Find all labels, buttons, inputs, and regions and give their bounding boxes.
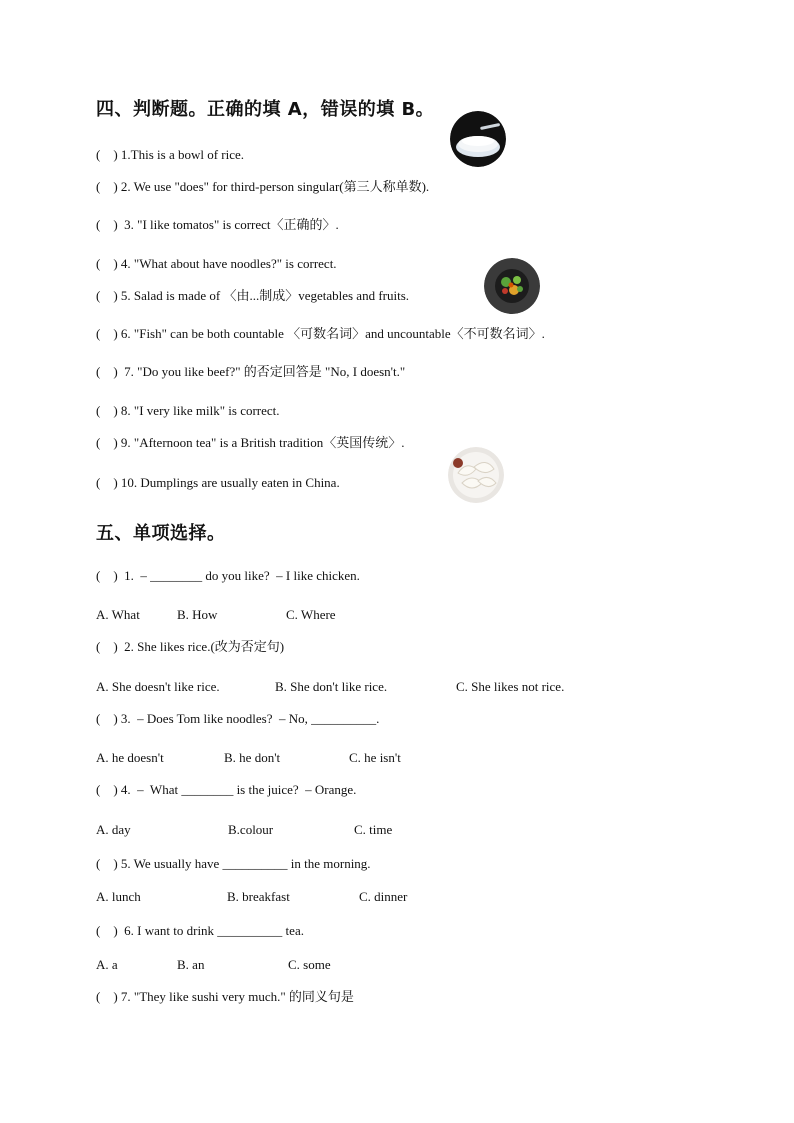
mc-1-option-c: C. Where	[286, 607, 336, 622]
mc-question-2: ( ) 2. She likes rice.(改为否定句)	[96, 639, 285, 654]
tf-item-6: ( ) 6. "Fish" can be both countable 〈可数名词〉and uncountable〈不可数名词〉.	[96, 326, 545, 341]
mc-question-1: ( ) 1. – ________ do you like? – I like chicken.	[96, 568, 360, 583]
salad-photo	[484, 258, 540, 314]
mc-question-7: ( ) 7. "They like sushi very much." 的同义句是	[96, 989, 354, 1004]
section-5-heading: 五、单项选择。	[96, 523, 226, 544]
mc-4-option-b: B.colour	[228, 822, 274, 837]
mc-2-option-b: B. She don't like rice.	[275, 679, 388, 694]
mc-4-option-c: C. time	[354, 822, 393, 837]
tf-item-4: ( ) 4. "What about have noodles?" is correct.	[96, 256, 337, 271]
mc-question-3: ( ) 3. – Does Tom like noodles? – No, __________.	[96, 711, 380, 726]
section-4-heading: 四、判断题。正确的填 A，错误的填 B。	[96, 99, 435, 120]
mc-6-option-c: C. some	[288, 957, 331, 972]
mc-5-option-a: A. lunch	[96, 889, 141, 904]
mc-3-option-b: B. he don't	[224, 750, 281, 765]
mc-2-option-c: C. She likes not rice.	[456, 679, 565, 694]
mc-1-option-a: A. What	[96, 607, 140, 622]
mc-1-option-b: B. How	[177, 607, 218, 622]
tf-item-9: ( ) 9. "Afternoon tea" is a British tradition〈英国传统〉.	[96, 435, 405, 450]
mc-5-option-c: C. dinner	[359, 889, 408, 904]
tf-item-10: ( ) 10. Dumplings are usually eaten in China.	[96, 475, 340, 490]
mc-5-option-b: B. breakfast	[227, 889, 290, 904]
mc-question-5: ( ) 5. We usually have __________ in the morning.	[96, 856, 371, 871]
tf-item-5: ( ) 5. Salad is made of 〈由...制成〉vegetables and fruits.	[96, 288, 410, 303]
mc-4-option-a: A. day	[96, 822, 131, 837]
tf-item-1: ( ) 1.This is a bowl of rice.	[96, 147, 245, 162]
tf-item-3: ( ) 3. "I like tomatos" is correct〈正确的〉.	[96, 217, 339, 232]
mc-6-option-b: B. an	[177, 957, 205, 972]
mc-question-4: ( ) 4. – What ________ is the juice? – Orange.	[96, 782, 357, 797]
tf-item-8: ( ) 8. "I very like milk" is correct.	[96, 403, 280, 418]
mc-3-option-c: C. he isn't	[349, 750, 401, 765]
dumplings-photo	[448, 447, 504, 503]
mc-2-option-a: A. She doesn't like rice.	[96, 679, 220, 694]
tf-item-2: ( ) 2. We use "does" for third-person singular(第三人称单数).	[96, 179, 430, 194]
rice-bowl-photo	[450, 111, 506, 167]
tf-item-7: ( ) 7. "Do you like beef?" 的否定回答是 "No, I doesn't."	[96, 364, 406, 379]
mc-question-6: ( ) 6. I want to drink __________ tea.	[96, 923, 304, 938]
mc-6-option-a: A. a	[96, 957, 118, 972]
mc-3-option-a: A. he doesn't	[96, 750, 164, 765]
